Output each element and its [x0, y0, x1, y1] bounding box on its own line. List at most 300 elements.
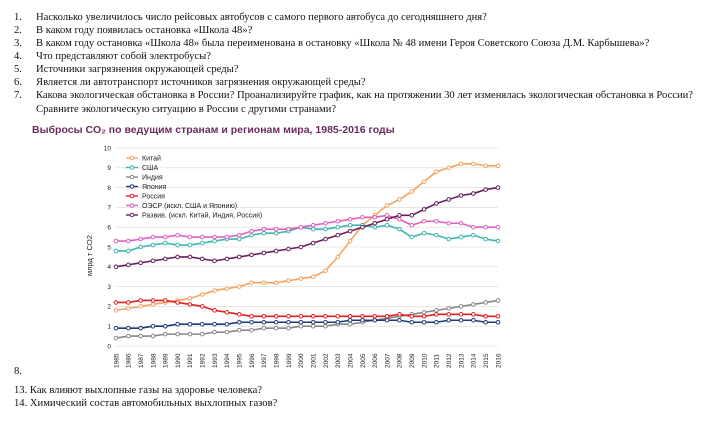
data-point: [410, 235, 414, 239]
data-point: [373, 221, 377, 225]
data-point: [373, 318, 377, 322]
x-tick-label: 2007: [384, 353, 392, 368]
y-tick-label: 8: [107, 184, 111, 192]
data-point: [114, 239, 118, 243]
data-point: [422, 320, 426, 324]
data-point: [262, 281, 266, 285]
data-point: [484, 188, 488, 192]
data-point: [139, 261, 143, 265]
data-point: [422, 180, 426, 184]
x-tick-label: 2006: [372, 353, 380, 368]
data-point: [127, 239, 131, 243]
data-point: [422, 219, 426, 223]
data-point: [496, 299, 500, 303]
y-tick-label: 4: [107, 264, 111, 272]
question-14: 14. Химический состав автомобильных выхлопных газов?: [14, 398, 278, 409]
data-point: [459, 221, 463, 225]
data-point: [348, 239, 352, 243]
data-point: [361, 318, 365, 322]
data-point: [472, 313, 476, 317]
data-point: [336, 233, 340, 237]
legend-marker: [130, 194, 134, 198]
co2-emissions-chart: [32, 116, 516, 368]
question-5: [14, 64, 238, 77]
data-point: [484, 301, 488, 305]
data-point: [163, 299, 167, 303]
data-point: [484, 164, 488, 168]
question-2: [14, 25, 252, 38]
data-point: [299, 324, 303, 328]
data-point: [127, 334, 131, 338]
data-point: [385, 318, 389, 322]
data-point: [237, 255, 241, 259]
x-tick-label: 1985: [113, 353, 121, 368]
question-number: 7.: [14, 90, 22, 101]
question-text: Источники загрязнения окружающей среды?: [36, 64, 239, 75]
data-point: [225, 330, 229, 334]
y-tick-label: 3: [107, 283, 111, 291]
data-point: [139, 326, 143, 330]
data-point: [163, 257, 167, 261]
data-point: [127, 263, 131, 267]
data-point: [213, 259, 217, 263]
data-point: [435, 233, 439, 237]
question-text: В каком году остановка «Школа 48» была переименована в остановку «Школа № 48 имени Героя Советского Союза Д.М. Карбышева»?: [36, 38, 650, 49]
data-point: [484, 225, 488, 229]
data-point: [447, 221, 451, 225]
data-point: [274, 315, 278, 319]
series-1: [114, 223, 500, 252]
data-point: [472, 192, 476, 196]
data-point: [410, 190, 414, 194]
question-number: 1.: [14, 12, 22, 23]
data-point: [311, 324, 315, 328]
data-point: [237, 285, 241, 289]
data-point: [139, 237, 143, 241]
data-point: [496, 320, 500, 324]
data-point: [274, 231, 278, 235]
legend-label: ОЭСР (искл. США и Японию): [142, 202, 238, 210]
data-point: [151, 324, 155, 328]
legend-item: [126, 184, 167, 191]
data-point: [373, 315, 377, 319]
data-point: [225, 235, 229, 239]
question-7: [14, 90, 693, 103]
data-point: [422, 315, 426, 319]
data-point: [410, 214, 414, 218]
x-tick-label: 2010: [421, 353, 429, 368]
data-point: [163, 241, 167, 245]
data-point: [127, 249, 131, 253]
data-point: [435, 313, 439, 317]
legend-marker: [130, 213, 134, 217]
chart-series: [114, 162, 500, 340]
data-point: [348, 322, 352, 326]
data-point: [274, 320, 278, 324]
data-point: [311, 223, 315, 227]
data-point: [151, 243, 155, 247]
data-point: [459, 313, 463, 317]
data-point: [459, 194, 463, 198]
x-tick-label: 1999: [285, 353, 293, 368]
y-axis-ticks: [104, 145, 112, 350]
data-point: [311, 315, 315, 319]
data-point: [287, 326, 291, 330]
data-point: [336, 255, 340, 259]
data-point: [398, 318, 402, 322]
data-point: [225, 287, 229, 291]
legend-item: [126, 154, 161, 162]
data-point: [262, 326, 266, 330]
data-point: [250, 281, 254, 285]
data-point: [200, 305, 204, 309]
data-point: [188, 255, 192, 259]
data-point: [225, 311, 229, 315]
data-point: [213, 309, 217, 313]
data-point: [398, 217, 402, 221]
data-point: [422, 231, 426, 235]
data-point: [151, 235, 155, 239]
data-point: [459, 235, 463, 239]
data-point: [274, 227, 278, 231]
question-6: [14, 77, 366, 90]
data-point: [348, 217, 352, 221]
data-point: [114, 249, 118, 253]
x-tick-label: 1992: [199, 353, 207, 368]
question-1: [14, 12, 487, 25]
question-13: 13. Как влияют выхлопные газы на здоровье человека?: [14, 385, 262, 396]
x-tick-label: 2014: [470, 353, 478, 368]
data-point: [447, 313, 451, 317]
data-point: [422, 311, 426, 315]
data-point: [151, 303, 155, 307]
data-point: [114, 265, 118, 269]
data-point: [361, 315, 365, 319]
data-point: [459, 318, 463, 322]
data-point: [151, 334, 155, 338]
data-point: [324, 324, 328, 328]
data-point: [176, 243, 180, 247]
data-point: [200, 257, 204, 261]
data-point: [299, 245, 303, 249]
x-tick-label: 1987: [137, 353, 145, 368]
question-text: Что представляют собой электробусы?: [36, 51, 211, 62]
data-point: [127, 326, 131, 330]
data-point: [274, 326, 278, 330]
x-tick-label: 1997: [261, 353, 269, 368]
legend-item: [126, 203, 237, 210]
data-point: [213, 330, 217, 334]
series-4: [114, 299, 500, 318]
data-point: [472, 162, 476, 166]
data-point: [127, 307, 131, 311]
y-tick-label: 5: [107, 244, 111, 252]
x-tick-label: 1990: [174, 353, 182, 368]
data-point: [188, 235, 192, 239]
data-point: [447, 307, 451, 311]
data-point: [410, 223, 414, 227]
data-point: [176, 322, 180, 326]
data-point: [435, 170, 439, 174]
data-point: [472, 225, 476, 229]
x-tick-label: 1986: [125, 353, 133, 368]
data-point: [114, 336, 118, 340]
y-tick-label: 0: [107, 343, 111, 351]
data-point: [262, 231, 266, 235]
data-point: [262, 320, 266, 324]
x-tick-label: 2009: [409, 353, 417, 368]
data-point: [163, 324, 167, 328]
data-point: [373, 216, 377, 220]
data-point: [225, 257, 229, 261]
data-point: [373, 225, 377, 229]
y-axis-label: млрд т CO2: [85, 235, 94, 276]
legend-label: США: [142, 164, 159, 172]
legend-marker: [130, 185, 134, 189]
data-point: [324, 221, 328, 225]
x-tick-label: 2015: [482, 353, 490, 368]
x-tick-label: 2012: [446, 353, 454, 368]
data-point: [274, 249, 278, 253]
data-point: [139, 305, 143, 309]
data-point: [385, 217, 389, 221]
x-tick-label: 2001: [310, 353, 318, 368]
question-text: Является ли автотранспорт источников загрязнения окружающей среды?: [36, 77, 366, 88]
legend-marker: [130, 175, 134, 179]
data-point: [447, 237, 451, 241]
y-tick-label: 2: [107, 303, 111, 311]
data-point: [484, 315, 488, 319]
data-point: [262, 315, 266, 319]
data-point: [447, 166, 451, 170]
series-3: [114, 318, 500, 330]
data-point: [287, 227, 291, 231]
legend-item: [126, 165, 158, 172]
data-point: [385, 204, 389, 208]
data-point: [484, 237, 488, 241]
x-tick-label: 2013: [458, 353, 466, 368]
data-point: [262, 251, 266, 255]
x-tick-label: 1993: [211, 353, 219, 368]
data-point: [250, 229, 254, 233]
y-tick-label: 1: [107, 323, 111, 331]
data-point: [287, 320, 291, 324]
x-tick-label: 1996: [248, 353, 256, 368]
x-tick-label: 2005: [359, 353, 367, 368]
data-point: [200, 241, 204, 245]
data-point: [348, 315, 352, 319]
legend-label: Индия: [142, 174, 163, 182]
data-point: [287, 247, 291, 251]
data-point: [250, 320, 254, 324]
data-point: [496, 186, 500, 190]
data-point: [213, 235, 217, 239]
data-point: [176, 332, 180, 336]
x-tick-label: 1988: [150, 353, 158, 368]
data-point: [200, 235, 204, 239]
question-text: В каком году появилась остановка «Школа 48»?: [36, 25, 253, 36]
data-point: [151, 259, 155, 263]
x-tick-label: 2011: [433, 354, 441, 368]
data-point: [250, 315, 254, 319]
data-point: [336, 320, 340, 324]
data-point: [361, 225, 365, 229]
question-7-continuation: Сравните экологическую ситуацию в России с другими странами?: [36, 104, 337, 115]
data-point: [398, 313, 402, 317]
x-axis-ticks: [113, 353, 502, 368]
data-point: [250, 328, 254, 332]
data-point: [237, 233, 241, 237]
legend-item: [126, 174, 163, 181]
data-point: [176, 255, 180, 259]
data-point: [139, 245, 143, 249]
data-point: [200, 322, 204, 326]
data-point: [213, 239, 217, 243]
x-tick-label: 2003: [335, 353, 343, 368]
data-point: [336, 225, 340, 229]
data-point: [324, 315, 328, 319]
question-8: 8.: [14, 366, 22, 377]
chart-title: Выбросы CO₂ по ведущим странам и регионам мира, 1985-2016 годы: [32, 124, 395, 136]
data-point: [188, 297, 192, 301]
data-point: [299, 225, 303, 229]
data-point: [114, 301, 118, 305]
question-number: 3.: [14, 38, 22, 49]
question-number: 6.: [14, 77, 22, 88]
data-point: [176, 301, 180, 305]
data-point: [324, 227, 328, 231]
x-tick-label: 2000: [298, 353, 306, 368]
data-point: [472, 233, 476, 237]
data-point: [139, 299, 143, 303]
data-point: [348, 318, 352, 322]
data-point: [188, 303, 192, 307]
data-point: [287, 315, 291, 319]
data-point: [385, 315, 389, 319]
legend-marker: [130, 156, 134, 160]
data-point: [237, 237, 241, 241]
series-line: [116, 300, 498, 316]
question-4: [14, 51, 211, 64]
data-point: [324, 237, 328, 241]
data-point: [114, 309, 118, 313]
question-text: Насколько увеличилось число рейсовых автобусов с самого первого автобуса до сегодняшнего дня?: [36, 12, 487, 23]
data-point: [237, 313, 241, 317]
data-point: [237, 320, 241, 324]
legend-item: [126, 193, 165, 200]
question-number: 2.: [14, 25, 22, 36]
data-point: [398, 227, 402, 231]
data-point: [336, 219, 340, 223]
data-point: [151, 299, 155, 303]
data-point: [287, 279, 291, 283]
data-point: [311, 227, 315, 231]
x-tick-label: 1994: [224, 353, 232, 368]
data-point: [250, 233, 254, 237]
data-point: [299, 320, 303, 324]
x-tick-label: 2008: [396, 353, 404, 368]
data-point: [274, 281, 278, 285]
legend-item: [126, 211, 262, 219]
legend-label: Китай: [142, 155, 161, 163]
data-point: [324, 269, 328, 273]
data-point: [385, 223, 389, 227]
data-point: [348, 229, 352, 233]
legend-marker: [130, 204, 134, 208]
data-point: [200, 293, 204, 297]
question-number: 4.: [14, 51, 22, 62]
data-point: [398, 198, 402, 202]
data-point: [299, 315, 303, 319]
data-point: [188, 332, 192, 336]
data-point: [200, 332, 204, 336]
data-point: [213, 289, 217, 293]
data-point: [496, 239, 500, 243]
data-point: [385, 214, 389, 218]
data-point: [163, 235, 167, 239]
data-point: [348, 223, 352, 227]
data-point: [496, 225, 500, 229]
data-point: [435, 320, 439, 324]
data-point: [311, 275, 315, 279]
legend-label: Развив. (искл. Китай, Индия, Россия): [142, 212, 263, 220]
x-tick-label: 1991: [187, 353, 195, 368]
data-point: [176, 233, 180, 237]
data-point: [496, 164, 500, 168]
data-point: [139, 334, 143, 338]
question-number: 5.: [14, 64, 22, 75]
data-point: [447, 318, 451, 322]
data-point: [435, 202, 439, 206]
legend-label: Россия: [142, 193, 165, 201]
data-point: [398, 214, 402, 218]
data-point: [435, 219, 439, 223]
y-tick-label: 7: [107, 204, 111, 212]
chart-legend: [126, 154, 262, 219]
x-tick-label: 1989: [162, 353, 170, 368]
data-point: [237, 328, 241, 332]
y-tick-label: 6: [107, 224, 111, 232]
data-point: [472, 318, 476, 322]
x-tick-label: 1995: [236, 353, 244, 368]
question-3: [14, 38, 649, 51]
data-point: [127, 301, 131, 305]
data-point: [435, 309, 439, 313]
x-tick-label: 2002: [322, 353, 330, 368]
data-point: [447, 198, 451, 202]
legend-label: Япония: [142, 183, 167, 191]
data-point: [213, 322, 217, 326]
x-tick-label: 2016: [495, 353, 503, 368]
data-point: [114, 326, 118, 330]
data-point: [422, 208, 426, 212]
data-point: [336, 315, 340, 319]
data-point: [311, 320, 315, 324]
data-point: [459, 162, 463, 166]
y-tick-label: 10: [103, 145, 111, 153]
data-point: [484, 320, 488, 324]
data-point: [311, 241, 315, 245]
data-point: [324, 320, 328, 324]
data-point: [410, 320, 414, 324]
series-2: [114, 299, 500, 340]
legend-marker: [130, 166, 134, 170]
data-point: [496, 315, 500, 319]
question-text: Какова экологическая обстановка в России? Проанализируйте график, как на протяжении 30 лет изменялась экологическая обстановка в России?: [36, 90, 694, 101]
data-point: [472, 303, 476, 307]
data-point: [262, 227, 266, 231]
x-tick-label: 2004: [347, 353, 355, 368]
